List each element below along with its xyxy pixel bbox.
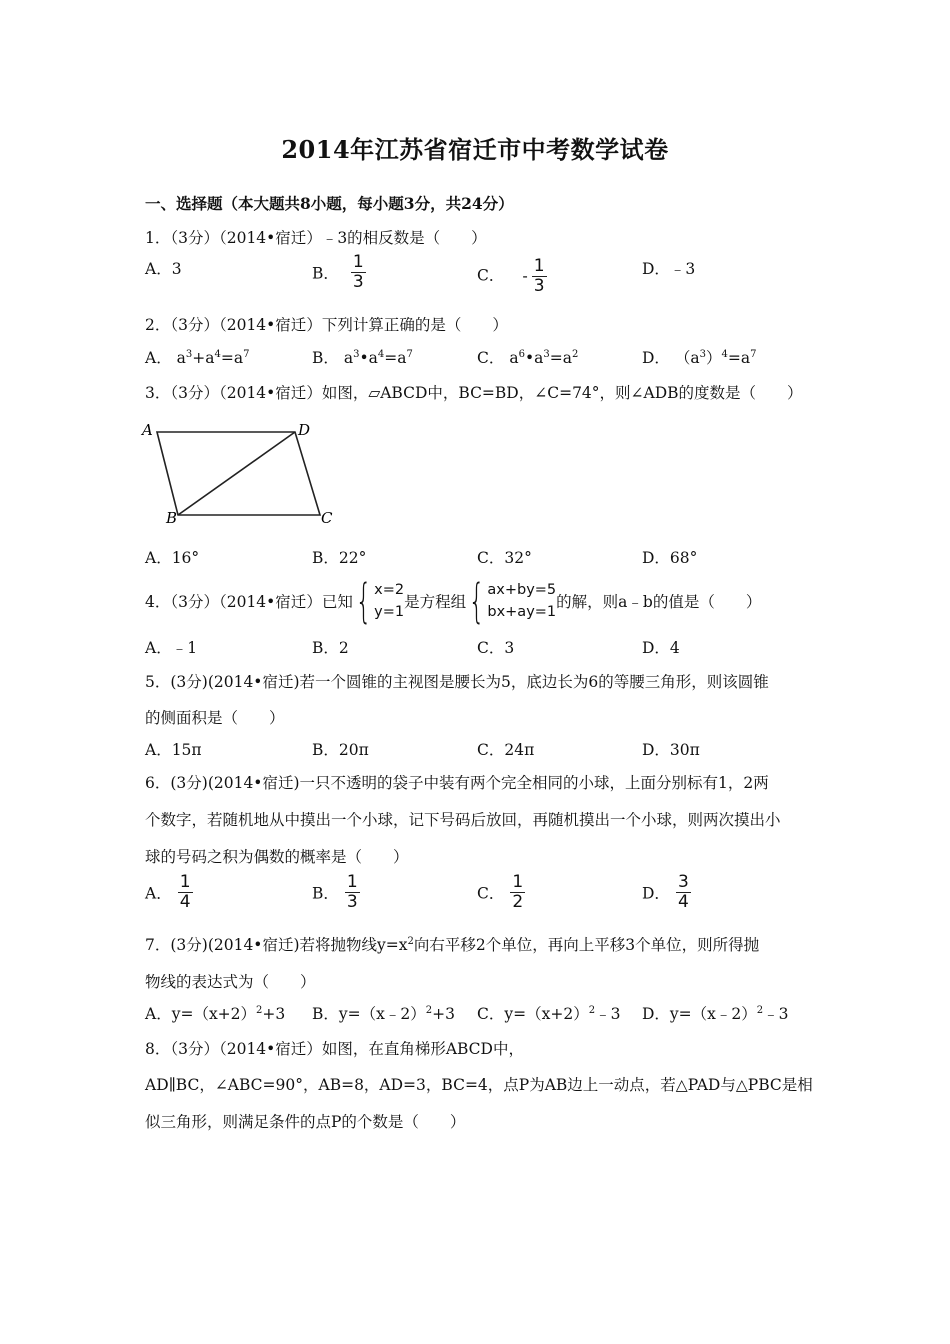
q3-option-d: D．68° bbox=[642, 549, 698, 567]
q7-option-a bbox=[145, 1002, 285, 1024]
q1-option-a: A．3 bbox=[145, 260, 182, 278]
question-4-options bbox=[145, 636, 815, 666]
q6-option-c-label: C． bbox=[477, 884, 505, 903]
exponent: 7 bbox=[243, 349, 250, 360]
solution-system bbox=[353, 574, 405, 628]
fraction-denominator: 4 bbox=[677, 892, 689, 912]
q7-text: 7．(3分)(2014•宿迁)若将抛物线y=x bbox=[145, 936, 408, 954]
negative-sign: - bbox=[522, 266, 528, 285]
q7-option-b bbox=[312, 1002, 455, 1024]
fraction-numerator: 1 bbox=[346, 872, 358, 892]
exponent: 4 bbox=[721, 349, 728, 360]
expr-part: D．y=（x﹣2） bbox=[642, 1005, 757, 1023]
q1-option-d: D．﹣3 bbox=[642, 260, 696, 278]
question-2-stem: 2．（3分）（2014•宿迁）下列计算正确的是（ ） bbox=[145, 316, 508, 334]
q4-option-b: B．2 bbox=[312, 639, 349, 657]
q3-option-b: B．22° bbox=[312, 549, 367, 567]
exponent: 7 bbox=[406, 349, 413, 360]
q2-option-b-label: B． bbox=[312, 349, 339, 367]
expr-part: ﹣3 bbox=[763, 1005, 789, 1023]
expr-part: +3 bbox=[432, 1005, 455, 1023]
question-8-line-3: 似三角形，则满足条件的点P的个数是（ ） bbox=[145, 1113, 466, 1131]
exponent: 2 bbox=[425, 1005, 433, 1016]
question-1-options bbox=[145, 252, 815, 296]
fraction-numerator: 3 bbox=[677, 872, 689, 892]
expr-part: =a bbox=[220, 349, 244, 367]
equation: y=1 bbox=[374, 604, 405, 620]
q1-fraction-c bbox=[532, 257, 547, 296]
exponent: 2 bbox=[407, 936, 414, 947]
expr-part: （a bbox=[674, 349, 700, 367]
q6-option-b bbox=[312, 872, 360, 912]
expr-part: +a bbox=[192, 349, 215, 367]
question-5-line-2: 的侧面积是（ ） bbox=[145, 709, 285, 727]
vertex-label-a: A bbox=[142, 421, 153, 439]
q2-option-d-label: D． bbox=[642, 349, 670, 367]
q5-option-b: B．20π bbox=[312, 741, 369, 759]
exponent: 4 bbox=[377, 349, 385, 360]
q4-stem-middle: 是方程组 bbox=[404, 593, 467, 611]
fraction-numerator: 1 bbox=[533, 256, 545, 276]
question-5-line-1: 5．(3分)(2014•宿迁)若一个圆锥的主视图是腰长为5，底边长为6的等腰三角形，则该圆锥 bbox=[145, 673, 769, 691]
question-1-stem: 1．（3分）（2014•宿迁）﹣3的相反数是（ ） bbox=[145, 229, 487, 247]
section-heading: 一、选择题（本大题共8小题，每小题3分，共24分） bbox=[145, 194, 514, 213]
equation: x=2 bbox=[374, 582, 405, 598]
q5-option-a: A．15π bbox=[145, 741, 202, 759]
expr-part: a bbox=[509, 349, 519, 367]
equation: ax+by=5 bbox=[487, 582, 557, 598]
expr-part: ） bbox=[706, 349, 722, 367]
q6-option-d-label: D． bbox=[642, 884, 670, 903]
q1-option-b-label: B． bbox=[312, 264, 339, 283]
q1-option-c bbox=[477, 257, 547, 296]
q1-fraction-b bbox=[351, 253, 366, 292]
question-7-options bbox=[145, 1002, 815, 1032]
q2-option-b bbox=[312, 346, 413, 368]
exponent: 3 bbox=[185, 349, 193, 360]
vertex-label-b: B bbox=[166, 509, 178, 527]
question-2-options bbox=[145, 346, 815, 376]
exponent: 3 bbox=[543, 349, 550, 360]
q2-option-c bbox=[477, 346, 578, 368]
q5-option-c: C．24π bbox=[477, 741, 535, 759]
expr-part: C．y=（x+2） bbox=[477, 1005, 589, 1023]
brace-icon: { bbox=[468, 574, 485, 628]
fraction-numerator: 1 bbox=[512, 872, 524, 892]
question-6-line-2: 个数字，若随机地从中摸出一个小球，记下号码后放回，再随机摸出一个小球，则两次摸出小 bbox=[145, 811, 781, 829]
expr-part: a bbox=[343, 349, 354, 367]
expr-part: B．y=（x﹣2） bbox=[312, 1005, 426, 1023]
q2-option-a-label: A． bbox=[145, 349, 172, 367]
question-3-options bbox=[145, 546, 815, 576]
q6-fraction-a bbox=[178, 873, 193, 912]
fraction-denominator: 3 bbox=[352, 272, 364, 292]
q1-option-b bbox=[312, 252, 366, 292]
q6-option-c bbox=[477, 872, 525, 912]
q4-option-a: A．﹣1 bbox=[145, 639, 198, 657]
q4-stem-end: 的解，则a﹣b的值是（ ） bbox=[556, 593, 762, 611]
expr-part: a bbox=[176, 349, 186, 367]
exponent: 2 bbox=[756, 1005, 764, 1016]
question-7-line-1 bbox=[145, 933, 815, 955]
q7-option-d bbox=[642, 1002, 789, 1024]
exponent: 3 bbox=[353, 349, 360, 360]
exponent: 6 bbox=[518, 349, 525, 360]
page-title: 2014年江苏省宿迁市中考数学试卷 bbox=[281, 135, 669, 164]
q2-option-a bbox=[145, 346, 249, 368]
expr-part: •a bbox=[359, 349, 378, 367]
parallelogram-abcd bbox=[157, 432, 320, 515]
q6-option-b-label: B． bbox=[312, 884, 339, 903]
expr-part: =a bbox=[727, 349, 751, 367]
q6-option-d bbox=[642, 872, 691, 912]
equation: bx+ay=1 bbox=[487, 604, 557, 620]
q7-option-c bbox=[477, 1002, 620, 1024]
q6-option-a bbox=[145, 872, 193, 912]
q6-fraction-c bbox=[510, 873, 525, 912]
fraction-denominator: 3 bbox=[346, 892, 358, 912]
question-6-options bbox=[145, 872, 815, 912]
q2-option-d bbox=[642, 346, 757, 368]
brace-icon: { bbox=[355, 574, 372, 628]
fraction-denominator: 3 bbox=[533, 276, 545, 296]
equation-system bbox=[466, 574, 557, 628]
fraction-numerator: 1 bbox=[179, 872, 191, 892]
fraction-denominator: 2 bbox=[512, 892, 524, 912]
fraction-denominator: 4 bbox=[179, 892, 191, 912]
q3-option-a: A．16° bbox=[145, 549, 200, 567]
expr-part: •a bbox=[524, 349, 544, 367]
exponent: 2 bbox=[588, 1005, 596, 1016]
question-4-stem bbox=[145, 576, 815, 626]
question-7-line-2: 物线的表达式为（ ） bbox=[145, 973, 316, 991]
question-8-line-1: 8．（3分）（2014•宿迁）如图，在直角梯形ABCD中， bbox=[145, 1040, 524, 1058]
exponent: 7 bbox=[750, 349, 757, 360]
exponent: 2 bbox=[571, 349, 579, 360]
expr-part: +3 bbox=[262, 1005, 286, 1023]
expr-part: =a bbox=[549, 349, 572, 367]
q1-option-c-label: C． bbox=[477, 266, 505, 285]
q4-option-d: D．4 bbox=[642, 639, 680, 657]
q5-option-d: D．30π bbox=[642, 741, 700, 759]
question-8-line-2: AD∥BC，∠ABC=90°，AB=8，AD=3，BC=4，点P为AB边上一动点，若△PAD与△PBC是相 bbox=[145, 1076, 813, 1094]
fraction-numerator: 1 bbox=[352, 252, 364, 272]
q7-text: 向右平移2个单位，再向上平移3个单位，则所得抛 bbox=[413, 936, 760, 954]
expr-part: =a bbox=[384, 349, 407, 367]
q3-option-c: C．32° bbox=[477, 549, 532, 567]
question-6-line-3: 球的号码之积为偶数的概率是（ ） bbox=[145, 848, 409, 866]
exponent: 3 bbox=[699, 349, 706, 360]
q6-option-a-label: A． bbox=[145, 884, 172, 903]
q4-option-c: C．3 bbox=[477, 639, 515, 657]
q6-fraction-b bbox=[345, 873, 360, 912]
question-5-options bbox=[145, 738, 815, 768]
exponent: 2 bbox=[256, 1005, 263, 1016]
vertex-label-d: D bbox=[298, 421, 311, 439]
q2-option-c-label: C． bbox=[477, 349, 505, 367]
vertex-label-c: C bbox=[321, 509, 333, 527]
expr-part: A．y=（x+2） bbox=[145, 1005, 257, 1023]
question-6-line-1: 6．(3分)(2014•宿迁)一只不透明的袋子中装有两个完全相同的小球，上面分别标有1，2两 bbox=[145, 774, 769, 792]
expr-part: ﹣3 bbox=[595, 1005, 621, 1023]
parallelogram-figure bbox=[140, 415, 350, 530]
q6-fraction-d bbox=[676, 873, 691, 912]
question-3-stem: 3．（3分）（2014•宿迁）如图，▱ABCD中，BC=BD，∠C=74°，则∠ADB的度数是（ ） bbox=[145, 384, 803, 402]
q4-stem-start: 4．（3分）（2014•宿迁）已知 bbox=[145, 593, 353, 611]
exponent: 4 bbox=[214, 349, 221, 360]
diagonal-bd bbox=[178, 432, 295, 515]
